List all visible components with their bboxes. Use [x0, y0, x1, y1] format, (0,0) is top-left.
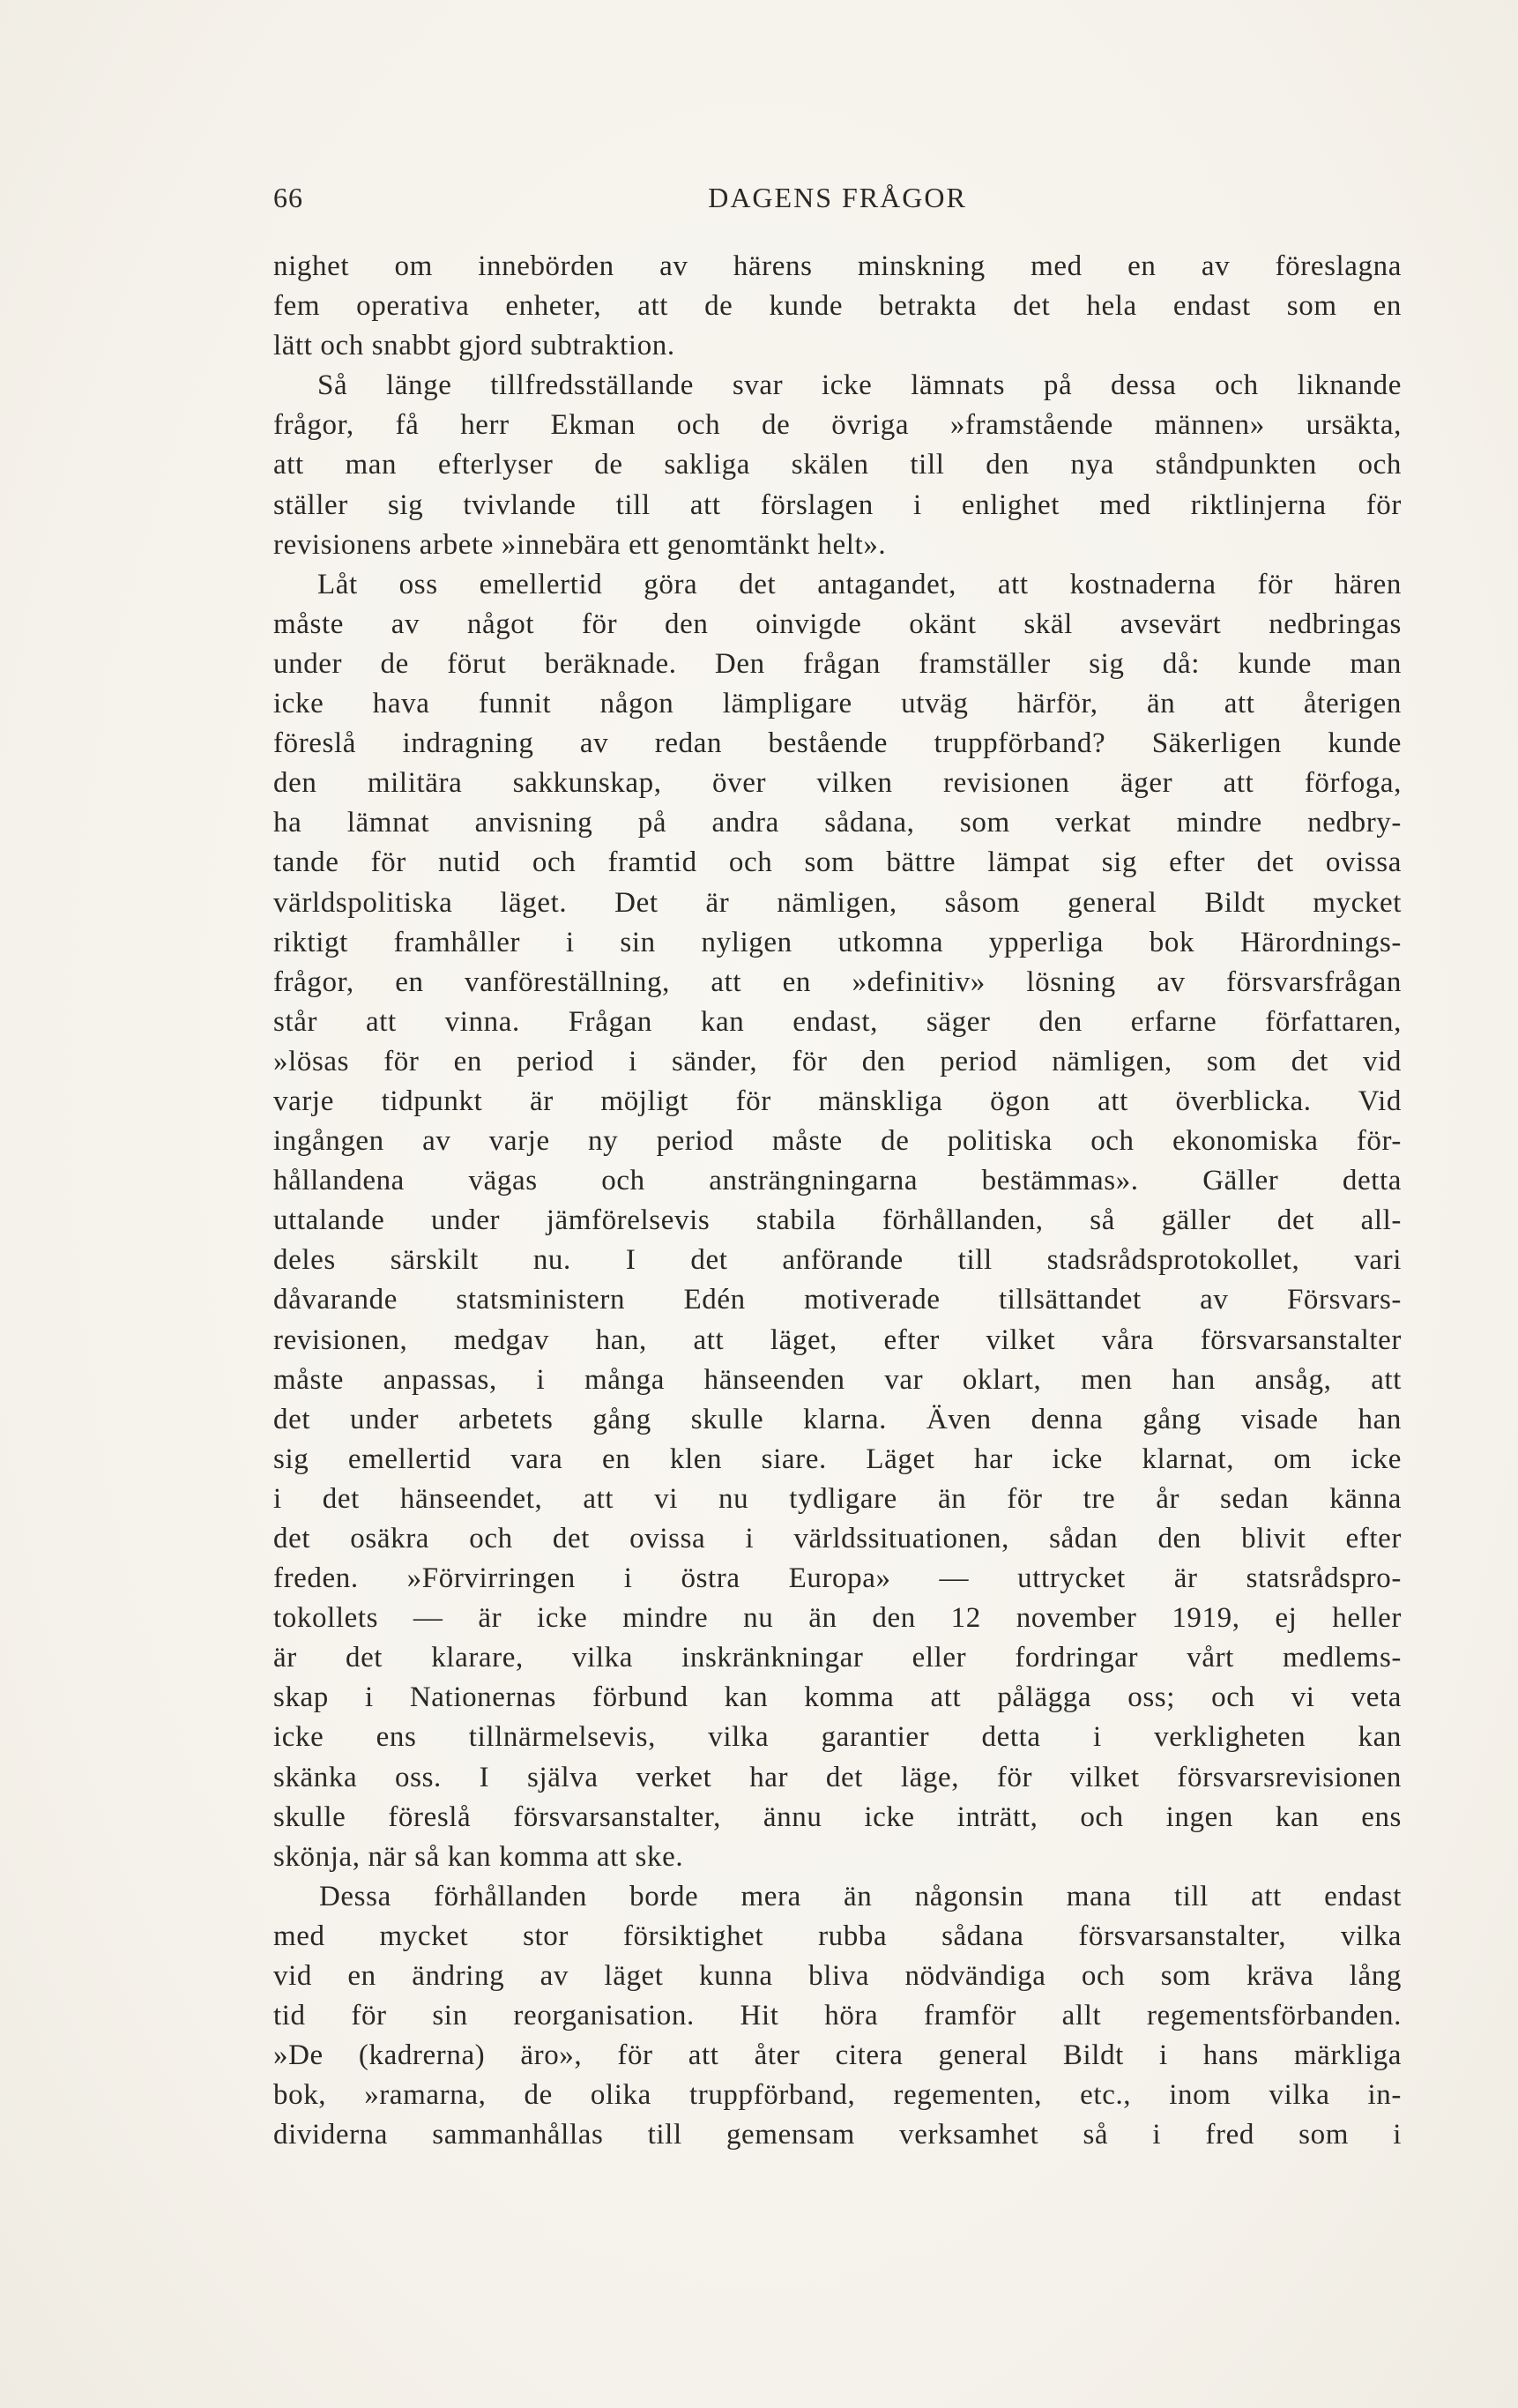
text-line: ha lämnat anvisning på andra sådana, som verkat mindre nedbry-	[273, 807, 1402, 839]
text-line: skap i Nationernas förbund kan komma att pålägga oss; och vi veta	[273, 1681, 1402, 1714]
text-line: dividerna sammanhållas till gemensam verksamhet så i fred som i	[273, 2119, 1402, 2151]
text-line: freden. »Förvirringen i östra Europa» — uttrycket är statsrådspro-	[273, 1562, 1402, 1595]
text-line: deles särskilt nu. I det anförande till stadsrådsprotokollet, vari	[273, 1244, 1402, 1277]
running-head: DAGENS FRÅGOR	[708, 182, 967, 213]
text-line: revisionen, medgav han, att läget, efter vilket våra försvarsanstalter	[273, 1323, 1402, 1356]
text-line: frågor, få herr Ekman och de övriga »framstående männen» ursäkta,	[273, 409, 1402, 442]
text-line: är det klarare, vilka inskränkningar eller fordringar vårt medlems-	[273, 1642, 1402, 1674]
text-line: uttalande under jämförelsevis stabila förhållanden, så gäller det all-	[273, 1204, 1402, 1237]
text-line: med mycket stor försiktighet rubba sådana försvarsanstalter, vilka	[273, 1920, 1402, 1952]
text-line: icke ens tillnärmelsevis, vilka garantier detta i verkligheten kan	[273, 1721, 1402, 1754]
text-line: skulle föreslå försvarsanstalter, ännu icke inträtt, och ingen kan ens	[273, 1800, 1402, 1833]
text-line: icke hava funnit någon lämpligare utväg härför, än att återigen	[273, 688, 1402, 720]
text-line: revisionens arbete »innebära ett genomtänkt helt».	[273, 528, 887, 561]
text-line: fem operativa enheter, att de kunde betrakta det hela endast som en	[273, 290, 1402, 323]
text-line: hållandena vägas och ansträngningarna bestämmas». Gäller detta	[273, 1165, 1402, 1197]
text-line: lätt och snabbt gjord subtraktion.	[273, 330, 675, 362]
text-line: i det hänseendet, att vi nu tydligare än för tre år sedan känna	[273, 1482, 1402, 1515]
text-line: Så länge tillfredsställande svar icke lämnats på dessa och liknande	[317, 369, 1402, 402]
text-line: står att vinna. Frågan kan endast, säger den erfarne författaren,	[273, 1005, 1402, 1038]
text-line: vid en ändring av läget kunna bliva nödvändiga och som kräva lång	[273, 1960, 1402, 1993]
text-line: måste av något för den oinvigde okänt skäl avsevärt nedbringas	[273, 608, 1402, 640]
text-line: måste anpassas, i många hänseenden var oklart, men han ansåg, att	[273, 1363, 1402, 1396]
page-number: 66	[273, 182, 303, 213]
text-line: riktigt framhåller i sin nyligen utkomna ypperliga bok Härordnings-	[273, 926, 1402, 958]
text-line: det under arbetets gång skulle klarna. Även denna gång visade han	[273, 1403, 1402, 1435]
text-line: varje tidpunkt är möjligt för mänskliga ögon att överblicka. Vid	[273, 1085, 1402, 1117]
text-line: under de förut beräknade. Den frågan framställer sig då: kunde man	[273, 647, 1402, 680]
text-line: föreslå indragning av redan bestående truppförband? Säkerligen kunde	[273, 727, 1402, 760]
text-line: Dessa förhållanden borde mera än någonsin mana till att endast	[319, 1880, 1402, 1912]
text-line: Låt oss emellertid göra det antagandet, att kostnaderna för hären	[317, 568, 1402, 600]
text-line: »lösas för en period i sänder, för den period nämligen, som det vid	[273, 1045, 1402, 1077]
text-line: bok, »ramarna, de olika truppförband, regementen, etc., inom vilka in-	[273, 2079, 1402, 2112]
text-line: tande för nutid och framtid och som bättre lämpat sig efter det ovissa	[273, 846, 1402, 879]
text-line: den militära sakkunskap, över vilken revisionen äger att förfoga,	[273, 767, 1402, 800]
text-line: skönja, när så kan komma att ske.	[273, 1840, 684, 1873]
text-line: dåvarande statsministern Edén motiverade tillsättandet av Försvars-	[273, 1284, 1402, 1316]
page-header	[273, 182, 1402, 226]
text-line: världspolitiska läget. Det är nämligen, såsom general Bildt mycket	[273, 886, 1402, 919]
text-line: nighet om innebörden av härens minskning med en av föreslagna	[273, 250, 1402, 282]
body-text	[273, 247, 1402, 2156]
text-line: att man efterlyser de sakliga skälen till den nya ståndpunkten och	[273, 449, 1402, 481]
text-line: »De (kadrerna) äro», för att åter citera general Bildt i hans märkliga	[273, 2039, 1402, 2072]
text-line: ställer sig tvivlande till att förslagen i enlighet med riktlinjerna för	[273, 488, 1402, 521]
text-line: det osäkra och det ovissa i världssituationen, sådan den blivit efter	[273, 1523, 1402, 1554]
text-line: tid för sin reorganisation. Hit höra framför allt regementsförbanden.	[273, 2000, 1402, 2032]
text-line: ingången av varje ny period måste de politiska och ekonomiska för-	[273, 1125, 1402, 1158]
text-line: skänka oss. I själva verket har det läge, för vilket försvarsrevisionen	[273, 1761, 1402, 1793]
text-line: tokollets — är icke mindre nu än den 12 november 1919, ej heller	[273, 1602, 1402, 1635]
text-line: sig emellertid vara en klen siare. Läget har icke klarnat, om icke	[273, 1443, 1402, 1475]
text-line: frågor, en vanföreställning, att en »definitiv» lösning av försvarsfrågan	[273, 965, 1402, 998]
